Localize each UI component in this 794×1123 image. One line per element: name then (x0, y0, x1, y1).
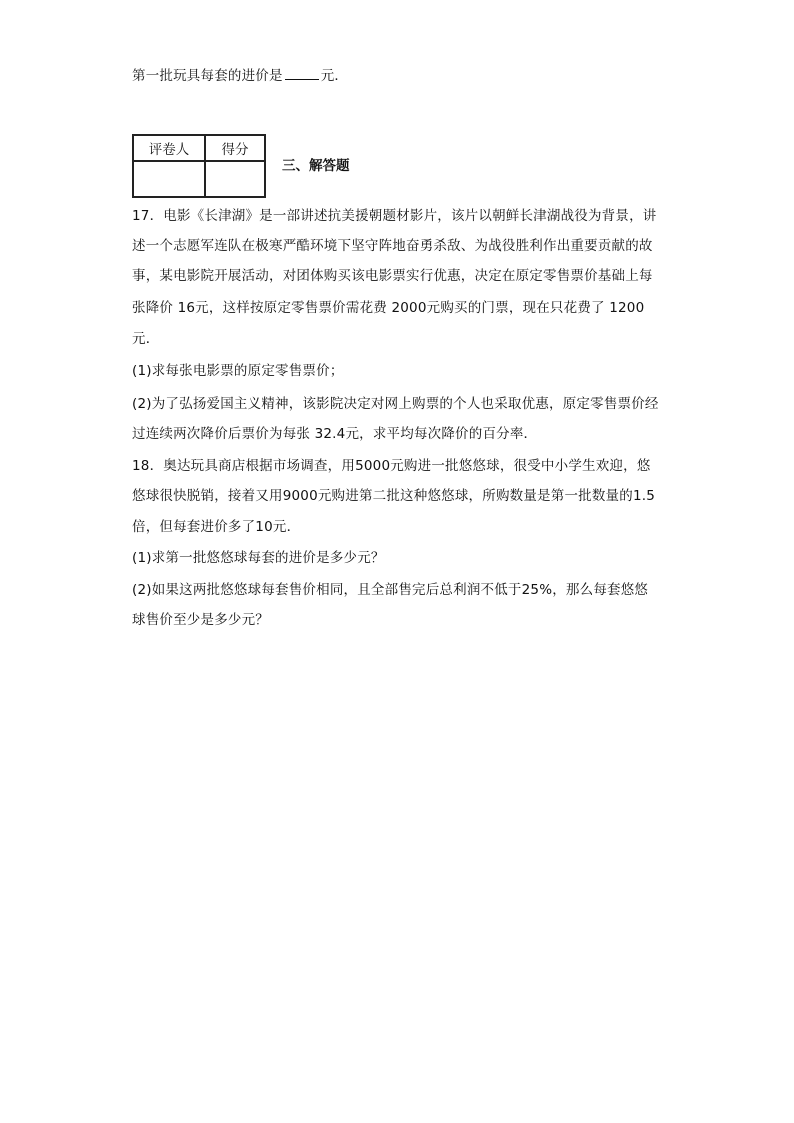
q17-line-1: 17．电影《长津湖》是一部讲述抗美援朝题材影片，该片以朝鲜长津湖战役为背景，讲 (132, 208, 657, 224)
grader-header-reviewer: 评卷人 (133, 135, 205, 161)
grader-cell-score (205, 161, 265, 197)
section-title: 三、解答题 (282, 158, 350, 174)
grader-header-score: 得分 (205, 135, 265, 161)
q17-line-5: 元． (132, 331, 160, 347)
q17-line-4: 张降价 16元，这样按原定零售票价需花费 2000元购买的门票，现在只花费了 1200 (132, 300, 645, 316)
q18-line-3: 倍，但每套进价多了10元． (132, 519, 301, 535)
answer-blank (285, 66, 319, 80)
q18-line-1: 18．奥达玩具商店根据市场调查，用5000元购进一批悠悠球，很受中小学生欢迎，悠 (132, 458, 651, 474)
grader-table (132, 134, 266, 198)
q16-text-before: 第一批玩具每套的进价是 (132, 68, 283, 84)
q18-part-2-line-2: 球售价至少是多少元？ (132, 612, 269, 628)
q18-line-2: 悠球很快脱销，接着又用9000元购进第二批这种悠悠球，所购数量是第一批数量的1.5 (132, 488, 656, 504)
q18-part-1: (1)求第一批悠悠球每套的进价是多少元？ (132, 550, 385, 566)
q17-line-2: 述一个志愿军连队在极寒严酷环境下坚守阵地奋勇杀敌、为战役胜利作出重要贡献的故 (132, 238, 653, 254)
grader-cell-reviewer (133, 161, 205, 197)
q16-text-after: 元． (320, 68, 349, 84)
q17-part-2-line-1: (2)为了弘扬爱国主义精神，该影院决定对网上购票的个人也采取优惠，原定零售票价经 (132, 396, 659, 412)
q16-tail-line (132, 66, 348, 86)
q17-part-1: (1)求每张电影票的原定零售票价； (132, 363, 344, 379)
q17-part-2-line-2: 过连续两次降价后票价为每张 32.4元，求平均每次降价的百分率． (132, 426, 538, 442)
q17-line-3: 事，某电影院开展活动，对团体购买该电影票实行优惠，决定在原定零售票价基础上每 (132, 268, 653, 284)
q18-part-2-line-1: (2)如果这两批悠悠球每套售价相同，且全部售完后总利润不低于25%，那么每套悠悠 (132, 582, 649, 598)
